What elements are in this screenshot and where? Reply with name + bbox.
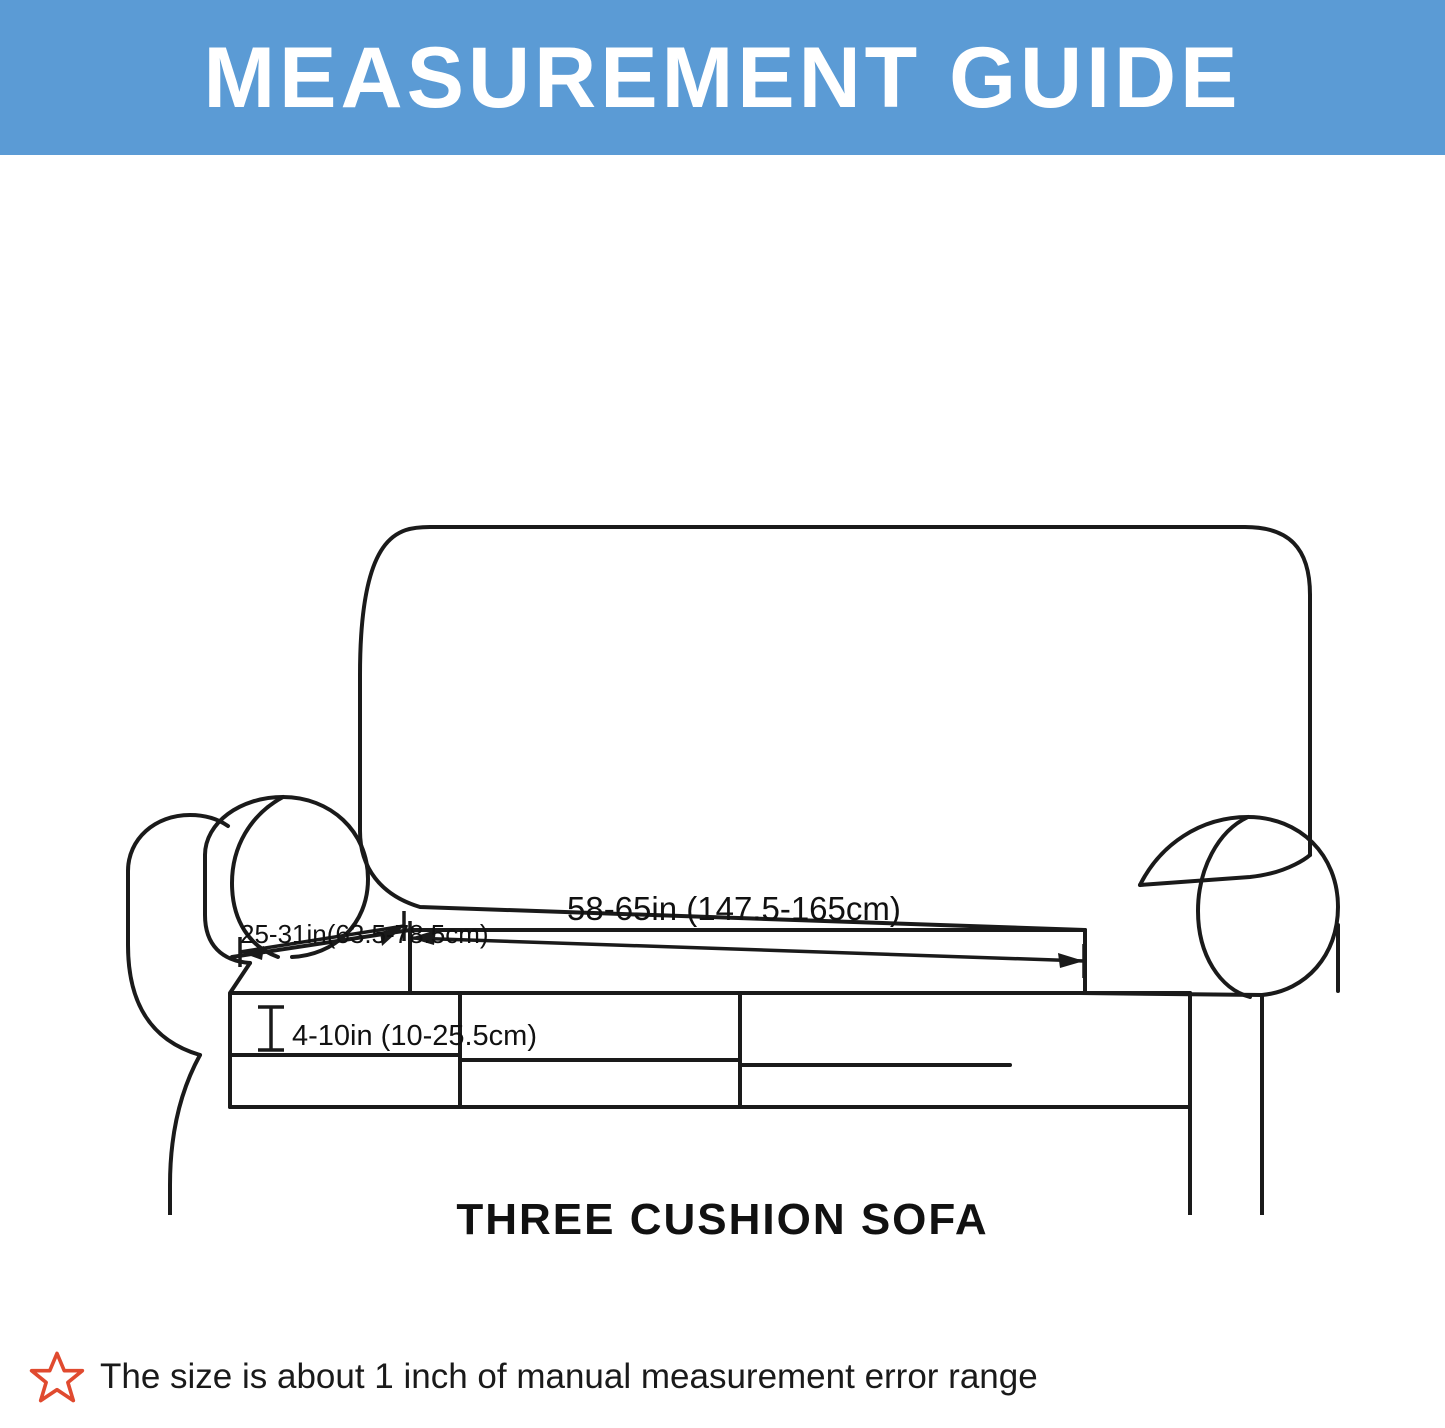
- diagram-caption: THREE CUSHION SOFA: [456, 1195, 989, 1244]
- dim-seat-width-label: 58-65in (147.5-165cm): [567, 890, 901, 927]
- dim-cushion-height-line: [258, 1007, 284, 1050]
- star-icon: [28, 1348, 86, 1406]
- footer-note-text: The size is about 1 inch of manual measurement error range: [100, 1357, 1038, 1396]
- header-banner: [0, 0, 1445, 155]
- sofa-diagram: [0, 155, 1445, 1215]
- dim-seat-depth-label: 25-31in(63.5-78.5cm): [240, 919, 489, 949]
- page-title: MEASUREMENT GUIDE: [203, 29, 1242, 126]
- footer-note: [0, 1342, 1445, 1412]
- dim-cushion-height-label: 4-10in (10-25.5cm): [292, 1020, 537, 1052]
